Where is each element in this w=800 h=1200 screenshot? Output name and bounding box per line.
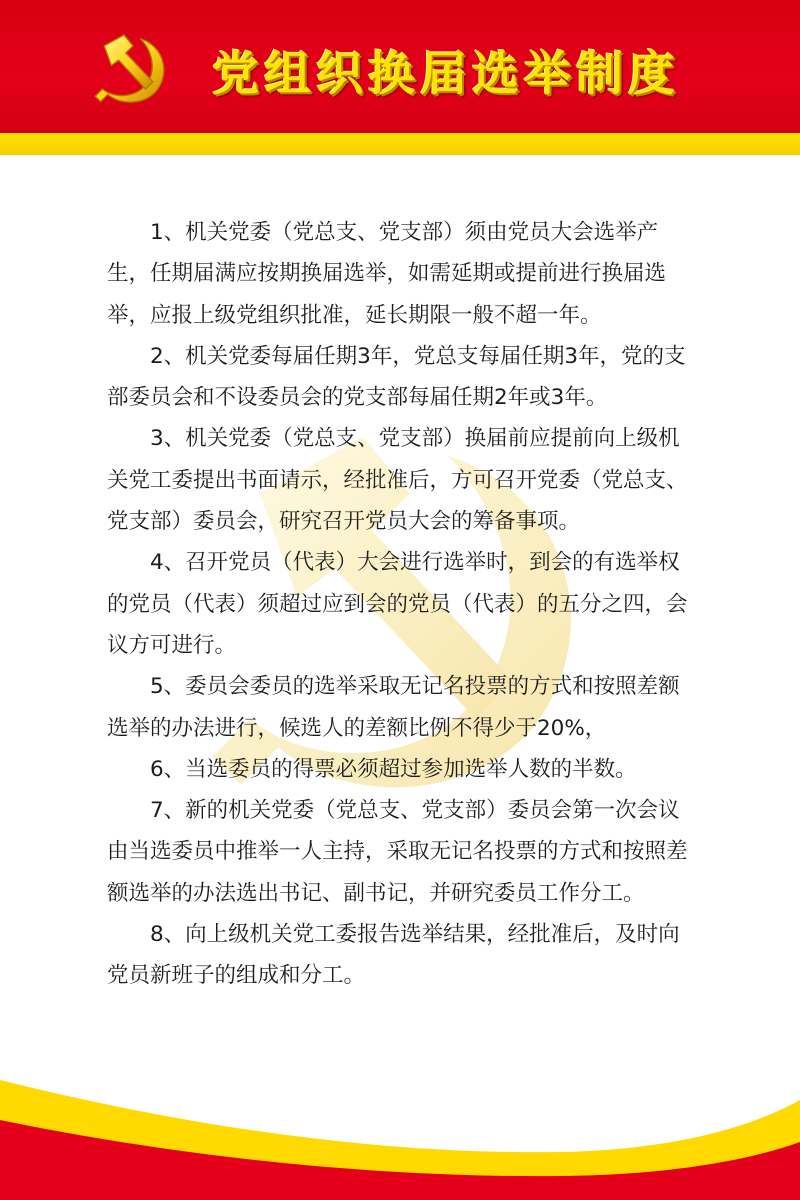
- hammer-sickle-icon: [88, 26, 178, 116]
- regulation-paragraph: 7、新的机关党委（党总支、党支部）委员会第一次会议由当选委员中推举一人主持，采取无记名投票的方式和按照差额选举的办法选出书记、副书记，并研究委员工作分工。: [107, 798, 688, 906]
- regulation-paragraph: 8、向上级机关党工委报告选举结果，经批准后，及时向党员新班子的组成和分工。: [107, 922, 680, 989]
- regulation-paragraph: 2、机关党委每届任期3年，党总支每届任期3年，党的支部委员会和不设委员会的党支部每届任期2年或3年。: [107, 343, 686, 411]
- regulation-paragraph: 4、召开党员（代表）大会进行选举时，到会的有选举权的党员（代表）须超过应到会的党员（代表）的五分之四，会议方可进行。: [107, 550, 688, 658]
- bottom-wave-decoration: [0, 1060, 800, 1200]
- regulation-paragraph: 3、机关党委（党总支、党支部）换届前应提前向上级机关党工委提出书面请示，经批准后，方可召开党委（党总支、党支部）委员会，研究召开党员大会的筹备事项。: [107, 426, 688, 535]
- regulation-paragraph: 5、委员会委员的选举采取无记名投票的方式和按照差额选举的办法进行，候选人的差额比例不得少于20%，: [107, 674, 680, 741]
- page-title: 党组织换届选举制度: [212, 47, 680, 102]
- regulation-text: [107, 212, 697, 997]
- regulation-paragraph: 6、当选委员的得票必须超过参加选举人数的半数。: [150, 756, 637, 782]
- regulation-paragraph: 1、机关党委（党总支、党支部）须由党员大会选举产生，任期届满应按期换届选举，如需延期或提前进行换届选举，应报上级党组织批准，延长期限一般不超一年。: [107, 220, 667, 328]
- header-yellow-stripe: [0, 133, 800, 155]
